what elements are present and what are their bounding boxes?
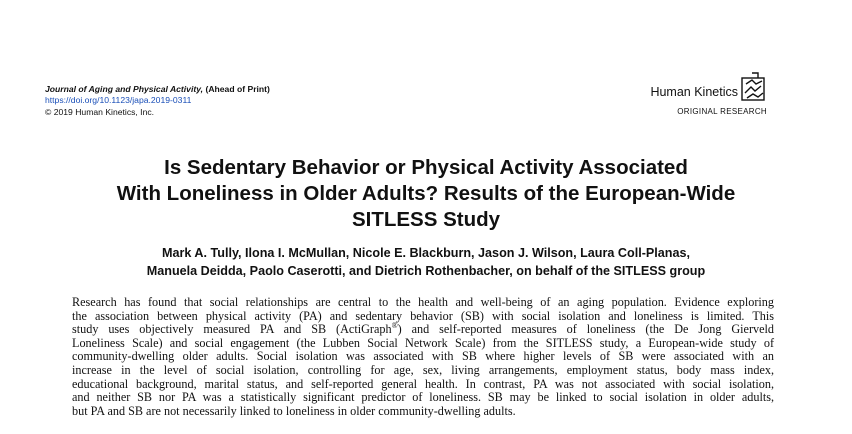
author-list bbox=[40, 244, 812, 280]
article-type-label: ORIGINAL RESEARCH bbox=[677, 107, 767, 116]
title-line: With Loneliness in Older Adults? Results of the European-Wide bbox=[116, 182, 736, 205]
abstract-line: and neither SB nor PA was a statistically significant predictor of loneliness. SB may be linked to social isolation in older adults, bbox=[72, 390, 774, 405]
doi-link[interactable]: https://doi.org/10.1123/japa.2019-0311 bbox=[45, 95, 192, 106]
abstract bbox=[72, 296, 774, 418]
title-line: Is Sedentary Behavior or Physical Activity Associated bbox=[164, 156, 688, 179]
copyright-notice: © 2019 Human Kinetics, Inc. bbox=[45, 106, 155, 117]
abstract-line: community-dwelling older adults. Social isolation was associated with SB where higher levels of SB were associated with an bbox=[72, 349, 774, 364]
publisher-name: Human Kinetics bbox=[650, 85, 738, 99]
abstract-line: Loneliness Scale) and social engagement (the Lubben Social Network Scale) from the SITLESS study, a European-wide study of bbox=[72, 335, 774, 350]
abstract-line: increase in the level of social isolation, controlling for age, sex, living arrangements, employment status, body mass index, bbox=[72, 362, 774, 377]
abstract-line: but PA and SB are not necessarily linked to loneliness in older community-dwelling adults. bbox=[72, 403, 516, 418]
author-line: Manuela Deidda, Paolo Caserotti, and Dietrich Rothenbacher, on behalf of the SITLESS group bbox=[146, 264, 706, 278]
abstract-text: ) and self-reported measures of loneliness (the De Jong Gierveld bbox=[397, 322, 774, 337]
journal-citation bbox=[45, 84, 270, 95]
journal-info bbox=[45, 84, 270, 118]
journal-status: (Ahead of Print) bbox=[205, 84, 270, 94]
registered-mark: ® bbox=[391, 321, 398, 331]
abstract-line bbox=[72, 323, 774, 337]
abstract-line: educational background, marital status, and self-reported general health. In contrast, PA was not associated with social isolation, bbox=[72, 376, 774, 391]
author-line: Mark A. Tully, Ilona I. McMullan, Nicole E. Blackburn, Jason J. Wilson, Laura Coll-Planas, bbox=[161, 246, 690, 260]
human-kinetics-logo-icon bbox=[741, 72, 767, 102]
journal-name: Journal of Aging and Physical Activity, bbox=[45, 84, 204, 94]
publisher-info bbox=[650, 72, 767, 116]
abstract-line: Research has found that social relationships are central to the health and well-being of an aging population. Evidence exploring bbox=[72, 295, 774, 309]
article-title bbox=[40, 155, 812, 233]
abstract-line: the association between physical activity (PA) and sedentary behavior (SB) with social isolation and loneliness is limited. This bbox=[72, 308, 774, 323]
title-line: SITLESS Study bbox=[351, 208, 501, 231]
abstract-text: study uses objectively measured PA and SB (ActiGraph bbox=[72, 322, 392, 337]
